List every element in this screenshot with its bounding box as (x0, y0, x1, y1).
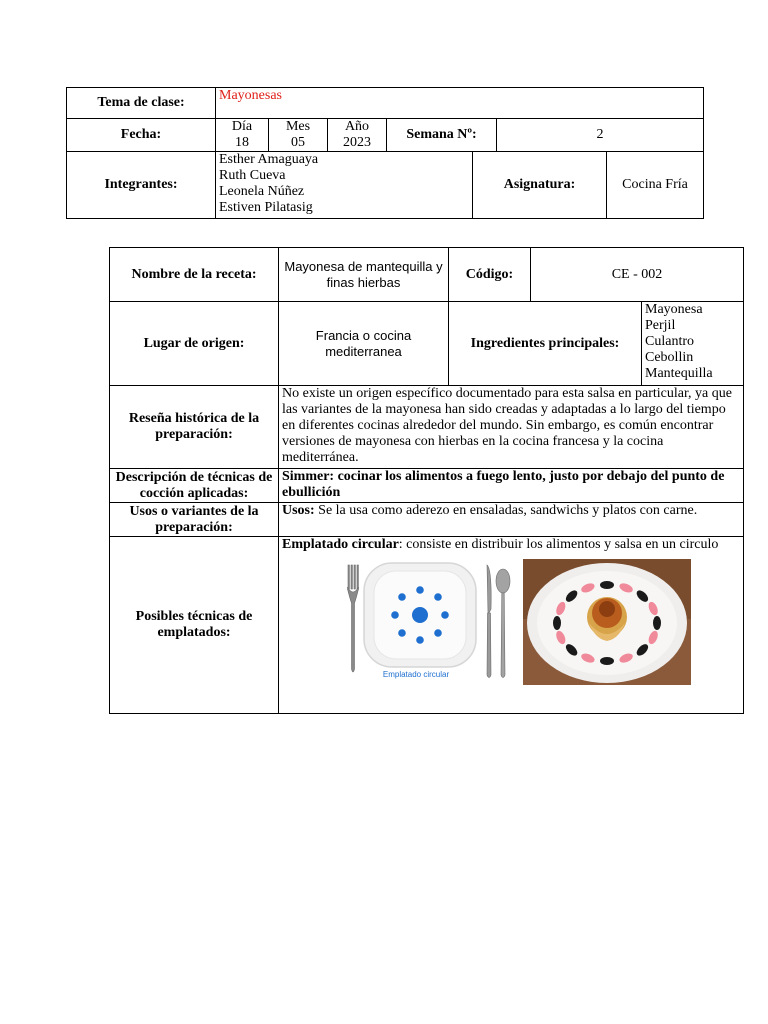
emplatado-images (282, 559, 740, 685)
codigo-label: Código: (449, 248, 531, 302)
recipe-table (109, 247, 744, 714)
tecnicas-label: Descripción de técnicas de cocción aplicadas: (110, 469, 279, 503)
tema-value: Mayonesas (216, 88, 704, 119)
class-info-table (66, 87, 704, 219)
semana-label: Semana Nº: (387, 119, 497, 152)
tecnicas-value: Simmer: cocinar los alimentos a fuego lento, justo por debajo del punto de ebullición (279, 469, 744, 503)
emplatado-value: : consiste en distribuir los alimentos y salsa en un circulo (398, 537, 719, 552)
sauce-dot (653, 616, 661, 630)
mes-label: Mes (285, 119, 311, 134)
sauce-dot (600, 657, 614, 665)
anio-label: Año (344, 119, 370, 134)
ingrediente-item: Mantequilla (645, 366, 713, 381)
tema-label: Tema de clase: (67, 88, 216, 119)
image-caption: Emplatado circular (382, 670, 450, 679)
ingrediente-item: Culantro (645, 334, 694, 349)
mes-value: 05 (291, 135, 305, 150)
integrante-item: Ruth Cueva (219, 168, 286, 183)
anio-value: 2023 (343, 135, 371, 150)
ingrediente-item: Mayonesa (645, 302, 703, 317)
dessert-plating-photo (523, 559, 691, 685)
integrante-item: Estiven Pilatasig (219, 200, 313, 215)
fecha-label: Fecha: (67, 119, 216, 152)
codigo-value: CE - 002 (531, 248, 744, 302)
integrantes-list (216, 152, 473, 219)
ingredientes-list (642, 302, 744, 386)
semana-value: 2 (497, 119, 704, 152)
origen-value: Francia o cocina mediterranea (279, 302, 449, 386)
emplatado-label: Posibles técnicas de emplatados: (110, 537, 279, 714)
resena-label: Reseña histórica de la preparación: (110, 386, 279, 469)
sauce-dot (600, 581, 614, 589)
ingrediente-item: Perjil (645, 318, 676, 333)
emplatado-description (282, 537, 740, 553)
asignatura-label: Asignatura: (473, 152, 607, 219)
dia-label: Día (231, 119, 253, 134)
origen-label: Lugar de origen: (110, 302, 279, 386)
usos-label: Usos o variantes de la preparación: (110, 503, 279, 537)
usos-cell (279, 503, 744, 537)
integrantes-label: Integrantes: (67, 152, 216, 219)
sauce-dot (553, 616, 561, 630)
nombre-value: Mayonesa de mantequilla y finas hierbas (279, 248, 449, 302)
ingredientes-label: Ingredientes principales: (449, 302, 642, 386)
integrante-item: Leonela Núñez (219, 184, 305, 199)
ingrediente-item: Cebollin (645, 350, 694, 365)
asignatura-value: Cocina Fría (607, 152, 704, 219)
nombre-label: Nombre de la receta: (110, 248, 279, 302)
emplatado-cell (279, 537, 744, 714)
knife-icon (487, 565, 491, 678)
dia-cell (216, 119, 269, 152)
dia-value: 18 (235, 135, 249, 150)
circular-plating-illustration (338, 559, 514, 685)
anio-cell (328, 119, 387, 152)
integrante-item: Esther Amaguaya (219, 152, 319, 167)
resena-value: No existe un origen específico documentado para esta salsa en particular, ya que las variantes de la mayonesa han sido creadas y adaptadas a lo largo del tiempo en diferentes cocinas alrededor del mundo. Sin embargo, es común encontrar versiones de mayonesa con hierbas en la cocina francesa y la cocina mediterránea. (279, 386, 744, 469)
usos-key: Usos: (282, 503, 315, 518)
emplatado-key: Emplatado circular (282, 537, 399, 552)
mes-cell (269, 119, 328, 152)
usos-value: Se la usa como aderezo en ensaladas, sandwichs y platos con carne. (314, 503, 698, 518)
